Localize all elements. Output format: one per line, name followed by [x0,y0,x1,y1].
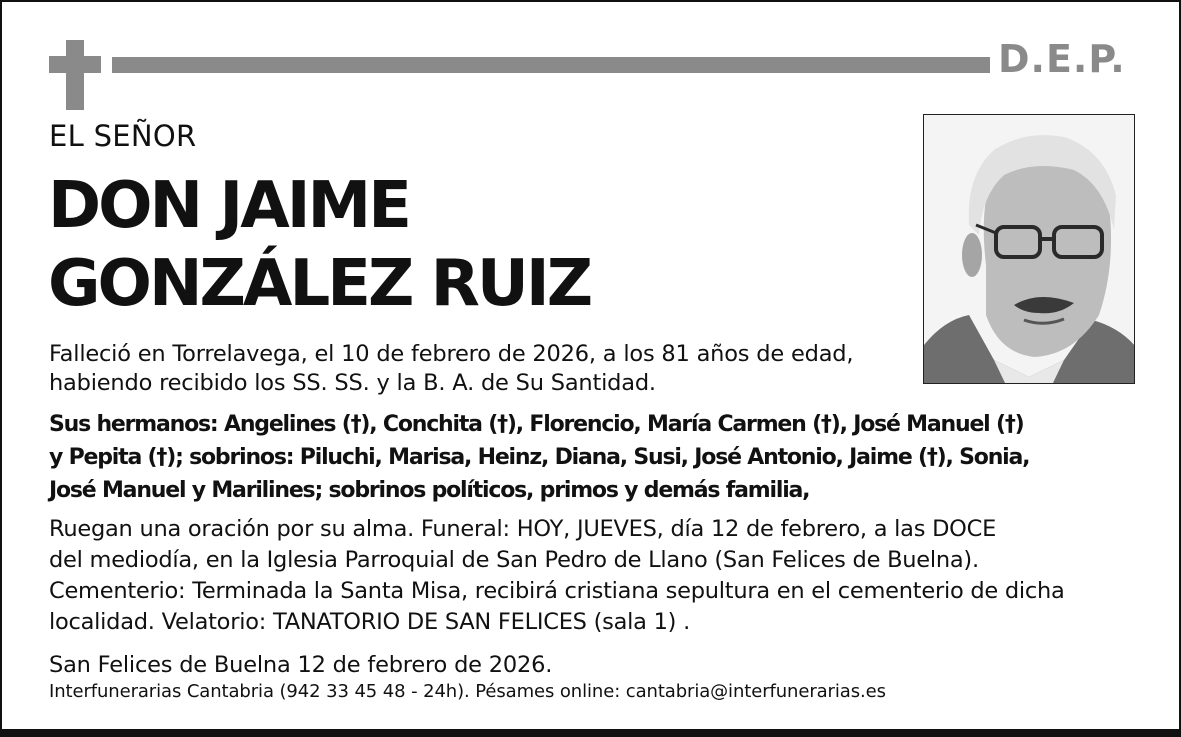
cross-icon [49,40,101,110]
ceremony-line-3: Cementerio: Terminada la Santa Misa, recibirá cristiana sepultura en el cementerio de dicha [49,578,1065,604]
ceremony-line-1: Ruegan una oración por su alma. Funeral: HOY, JUEVES, día 12 de febrero, a las DOCE [49,516,997,542]
ceremony-details [49,514,1065,638]
family-list [49,408,1029,507]
death-notice-line-1: Falleció en Torrelavega, el 10 de febrero de 2026, a los 81 años de edad, [49,341,854,367]
family-line-2: y Pepita (†); sobrinos: Piluchi, Marisa, Heinz, Diana, Susi, José Antonio, Jaime (†), Sonia, [49,445,1030,470]
name-line-2: GONZÁLEZ RUIZ [48,247,591,321]
dep-label: D.E.P. [998,37,1126,81]
family-line-1: Sus hermanos: Angelines (†), Conchita (†), Florencio, María Carmen (†), José Manuel (†) [49,412,1024,437]
title-label: EL SEÑOR [49,119,197,153]
portrait-photo [923,114,1135,384]
funeral-home-contact: Interfunerarias Cantabria (942 33 45 48 - 24h). Pésames online: cantabria@interfunerarias.es [49,681,886,702]
place-date: San Felices de Buelna 12 de febrero de 2026. [49,652,553,678]
ceremony-line-2: del mediodía, en la Iglesia Parroquial de San Pedro de Llano (San Felices de Buelna). [49,547,979,573]
header-rule [112,57,990,73]
family-line-3: José Manuel y Marilines; sobrinos políticos, primos y demás familia, [49,478,810,503]
ceremony-line-4: localidad. Velatorio: TANATORIO DE SAN FELICES (sala 1) . [49,609,690,635]
name-line-1: DON JAIME [48,169,409,243]
death-notice-line-2: habiendo recibido los SS. SS. y la B. A. de Su Santidad. [49,370,656,396]
portrait-image [924,115,1135,384]
deceased-name [48,167,590,323]
death-notice [49,340,853,398]
